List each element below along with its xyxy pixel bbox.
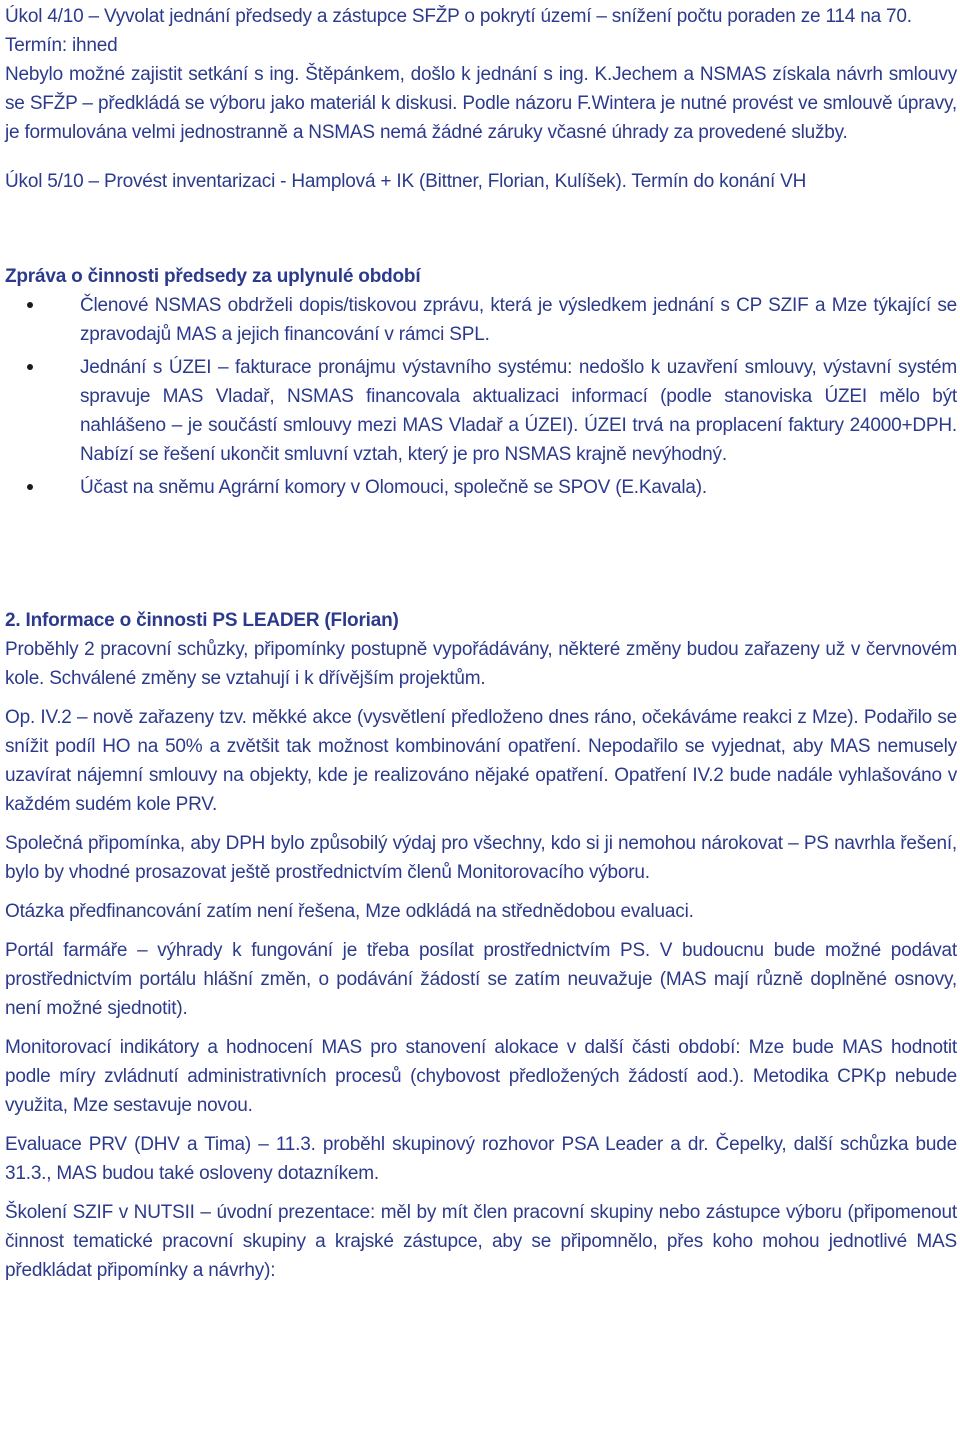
zprava-bullet-list <box>5 291 957 502</box>
bullet-icon <box>27 484 33 490</box>
leader-paragraph-5: Portál farmáře – výhrady k fungování je třeba posílat prostřednictvím PS. V budoucnu bude možné podávat prostřednictvím portálu hlášní změn, o podávání žádostí se zatím neuvažuje (MAS mají různě doplněné osnovy, není možné sjednotit). <box>5 940 957 1019</box>
bullet-icon <box>27 364 33 370</box>
leader-paragraph-4: Otázka předfinancování zatím není řešena, Mze odkládá na střednědobou evaluaci. <box>5 901 694 922</box>
leader-paragraph-6: Monitorovací indikátory a hodnocení MAS pro stanovení alokace v další části období: Mze bude MAS hodnotit podle míry zvládnutí administrativních procesů (chybovost předložených žádostí aod.). Metodika CPKp nebude využita, Mze sestavuje novou. <box>5 1037 957 1116</box>
ukol-4-text: Nebylo možné zajistit setkání s ing. Štěpánkem, došlo k jednání s ing. K.Jechem a NSMAS získala návrh smlouvy se SFŽP – předkládá se výboru jako materiál k diskusi. Podle názoru F.Wintera je nutné provést ve smlouvě úpravy, je formulována velmi jednostranně a NSMAS nemá žádné záruky včasné úhrady za provedené služby. <box>5 64 957 143</box>
leader-paragraph-7: Evaluace PRV (DHV a Tima) – 11.3. proběhl skupinový rozhovor PSA Leader a dr. Čepelky, další schůzka bude 31.3., MAS budou také osloveny dotazníkem. <box>5 1134 957 1184</box>
zprava-bullet-3 <box>5 473 957 502</box>
leader-paragraph-1: Proběhly 2 pracovní schůzky, připomínky postupně vypořádávány, některé změny budou zařazeny už v červnovém kole. Schválené změny se vztahují i k dřívějším projektům. <box>5 639 957 689</box>
bullet-icon <box>27 302 33 308</box>
zprava-bullet-2 <box>5 353 957 469</box>
ukol-5-text: Úkol 5/10 – Provést inventarizaci - Hamplová + IK (Bittner, Florian, Kulíšek). Termín do konání VH <box>5 171 807 192</box>
leader-paragraph-8: Školení SZIF v NUTSII – úvodní prezentace: měl by mít člen pracovní skupiny nebo zástupce výboru (připomenout činnost tematické pracovní skupiny a krajské zástupce, aby se připomnělo, přes koho mohou jednotlivé MAS předkládat připomínky a návrhy): <box>5 1202 957 1281</box>
zprava-section <box>5 262 957 502</box>
leader-heading: 2. Informace o činnosti PS LEADER (Florian) <box>5 610 399 631</box>
zprava-bullet-1-text: Členové NSMAS obdrželi dopis/tiskovou zprávu, která je výsledkem jednání s CP SZIF a Mze týkající se zpravodajů MAS a jejich financování v rámci SPL. <box>80 295 957 345</box>
ukol-4-block <box>5 2 957 147</box>
ukol-4-term: Termín: ihned <box>5 35 118 56</box>
document-page <box>5 2 957 1295</box>
leader-section <box>5 606 957 1285</box>
leader-paragraph-3: Společná připomínka, aby DPH bylo způsobilý výdaj pro všechny, kdo si ji nemohou nárokovat – PS navrhla řešení, bylo by vhodné prosazovat ještě prostřednictvím členů Monitorovacího výboru. <box>5 833 957 883</box>
zprava-bullet-1 <box>5 291 957 349</box>
zprava-bullet-2-text: Jednání s ÚZEI – fakturace pronájmu výstavního systému: nedošlo k uzavření smlouvy, výstavní systém spravuje MAS Vladař, NSMAS financovala aktualizaci informací (podle stanoviska ÚZEI mělo být nahlášeno – je součástí smlouvy mezi MAS Vladař a ÚZEI). ÚZEI trvá na proplacení faktury 24000+DPH. Nabízí se řešení ukončit smluvní vztah, který je pro NSMAS krajně nevýhodný. <box>80 357 957 465</box>
ukol-4-title: Úkol 4/10 – Vyvolat jednání předsedy a zástupce SFŽP o pokrytí území – snížení počtu poraden ze 114 na 70. <box>5 6 912 27</box>
zprava-heading: Zpráva o činnosti předsedy za uplynulé období <box>5 266 421 287</box>
leader-paragraph-2: Op. IV.2 – nově zařazeny tzv. měkké akce (vysvětlení předloženo dnes ráno, očekáváme reakci z Mze). Podařilo se snížit podíl HO na 50% a zvětšit tak možnost kombinování opatření. Nepodařilo se vyjednat, aby MAS nemusely uzavírat nájemní smlouvy na objekty, kde je realizováno nějaké opatření. Opatření IV.2 bude nadále vyhlašováno v každém sudém kole PRV. <box>5 707 957 815</box>
zprava-bullet-3-text: Účast na sněmu Agrární komory v Olomouci, společně se SPOV (E.Kavala). <box>80 477 707 498</box>
